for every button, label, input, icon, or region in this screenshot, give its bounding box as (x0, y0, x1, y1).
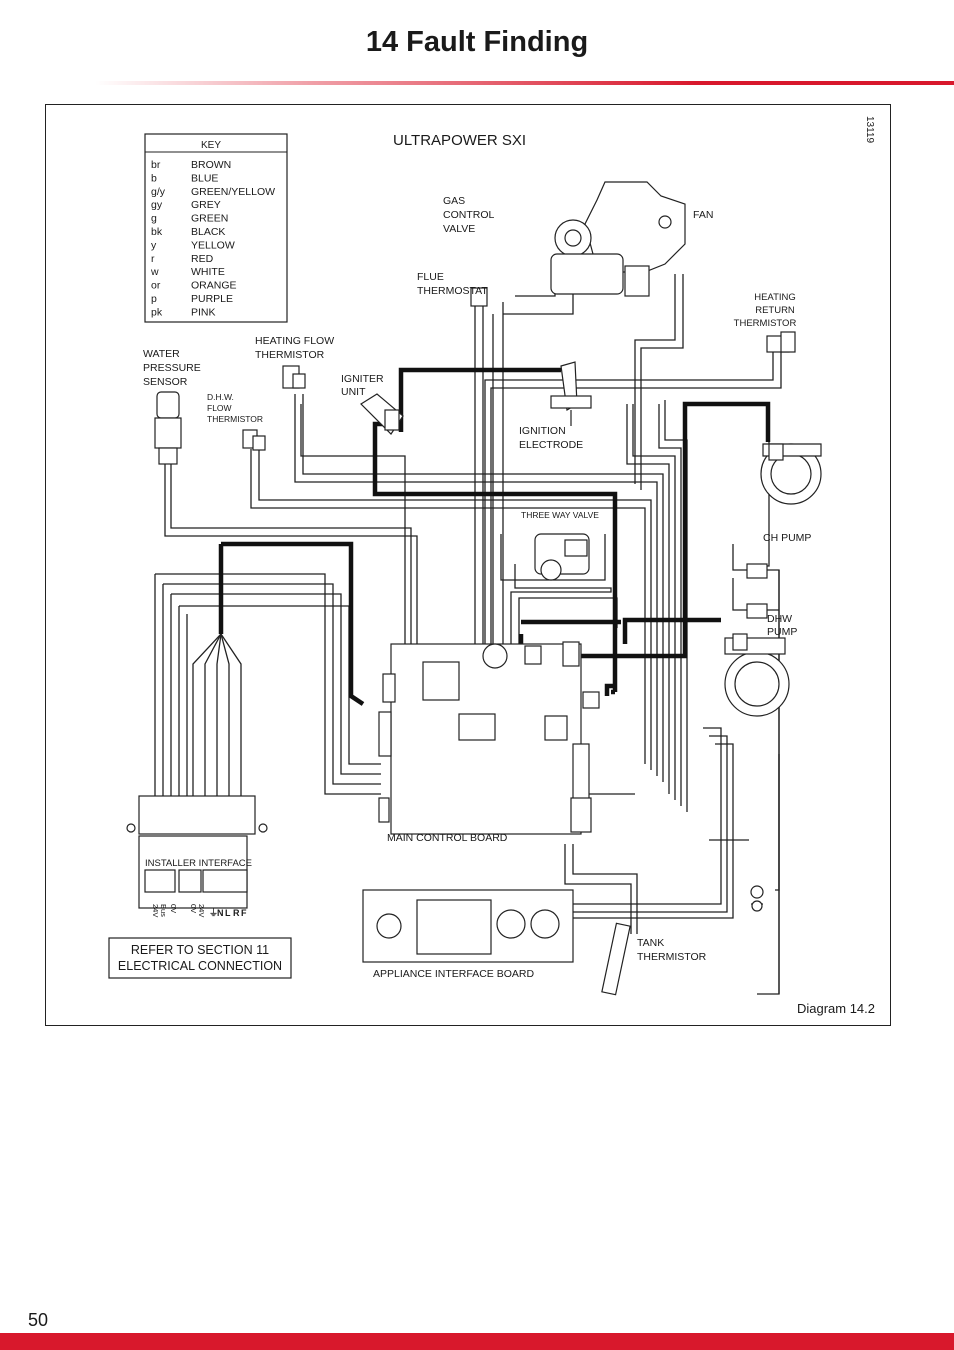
label-dhw-flow-2: THERMISTOR (207, 414, 264, 424)
key-code: g/y (151, 185, 166, 198)
water-pressure-sensor-body (155, 392, 181, 464)
terminal-label: 0V (169, 904, 178, 914)
label-flue-thermostat-0: FLUE (417, 271, 444, 283)
label-fan: FAN (693, 209, 714, 221)
label-appliance-interface-board: APPLIANCE INTERFACE BOARD (373, 968, 535, 980)
refer-box-line-0: REFER TO SECTION 11 (130, 943, 270, 957)
main-control-board (379, 644, 591, 834)
label-igniter-0: IGNITER (341, 373, 384, 385)
tank-thermistor (602, 923, 630, 994)
terminal-label: L (225, 908, 231, 918)
label-heating-return-2: THERMISTOR (733, 318, 797, 329)
label-ignition-electrode-1: ELECTRODE (519, 439, 584, 451)
label-ignition-electrode-0: IGNITION (519, 425, 566, 437)
interface-bus-fanout (193, 634, 241, 804)
key-color-name: PURPLE (191, 293, 234, 305)
label-three-way-valve: THREE WAY VALVE (521, 510, 599, 520)
label-heating-flow-0: HEATING FLOW (255, 335, 335, 347)
terminal-label: F (241, 908, 247, 918)
label-gas-control-valve-2: VALVE (443, 223, 476, 235)
diagram-heading: ULTRAPOWER SXI (393, 132, 527, 149)
label-flue-thermostat-1: THERMOSTAT (417, 285, 488, 297)
label-gas-control-valve-1: CONTROL (443, 209, 495, 221)
three-way-valve-body (535, 534, 589, 580)
key-code: g (151, 212, 157, 225)
key-code: y (151, 239, 157, 252)
label-ch-pump: CH PUMP (763, 532, 812, 544)
key-code: w (151, 266, 159, 279)
footer-bar (0, 1333, 954, 1350)
ch-pump-body (761, 444, 821, 504)
key-color-name: BLACK (191, 226, 226, 238)
key-color-name: PINK (191, 306, 216, 319)
dhw-pump-body (725, 634, 789, 716)
key-title: KEY (200, 140, 222, 151)
key-code: br (151, 159, 161, 171)
terminal-label: 24V (197, 904, 206, 918)
terminal-label: 0V (189, 904, 198, 914)
key-color-name: YELLOW (191, 239, 235, 252)
terminal-label: 24V (151, 904, 160, 918)
key-box (145, 134, 287, 322)
key-code: p (151, 293, 157, 305)
key-code: bk (151, 226, 163, 238)
terminal-label: R (233, 908, 240, 918)
heating-return-thermistor (767, 332, 795, 352)
fan-gas-valve-assembly (551, 182, 685, 296)
diagram-ref-number: 13119 (864, 116, 875, 144)
label-heating-flow-1: THERMISTOR (255, 349, 325, 361)
key-code: b (151, 172, 157, 185)
key-color-name: GREEN (191, 212, 229, 225)
title-rule (95, 81, 954, 85)
label-water-pressure-2: SENSOR (143, 376, 188, 388)
key-color-name: BROWN (191, 159, 232, 171)
key-color-name: ORANGE (191, 279, 237, 292)
label-dhw-pump-1: PUMP (767, 626, 798, 638)
label-water-pressure-1: PRESSURE (143, 362, 201, 374)
label-tank-thermistor-1: THERMISTOR (637, 951, 707, 963)
label-installer-interface: INSTALLER INTERFACE (145, 858, 252, 869)
earth-point (751, 886, 763, 911)
key-code: gy (151, 199, 163, 212)
page-number: 50 (28, 1310, 49, 1330)
heating-flow-thermistor (283, 366, 305, 388)
label-water-pressure-0: WATER (143, 348, 180, 360)
installer-interface (127, 796, 267, 908)
appliance-interface-board (363, 890, 573, 962)
dhw-flow-thermistor (243, 430, 265, 450)
label-main-control-board: MAIN CONTROL BOARD (387, 832, 508, 844)
page-title: 14 Fault Finding (365, 26, 589, 58)
terminal-label: N (217, 908, 224, 918)
key-color-name: BLUE (191, 172, 219, 185)
terminal-label: ⏚ (209, 908, 219, 918)
label-gas-control-valve-0: GAS (443, 195, 466, 207)
terminal-label: Bus (159, 904, 168, 917)
label-dhw-flow-1: FLOW (207, 403, 232, 413)
key-code: pk (151, 306, 163, 319)
igniter-unit (361, 394, 403, 434)
label-igniter-1: UNIT (341, 386, 366, 398)
key-code: r (151, 252, 155, 265)
key-color-name: WHITE (191, 266, 225, 279)
label-dhw-pump-0: DHW (767, 613, 793, 625)
wiring-diagram (45, 104, 891, 1026)
label-heating-return-1: RETURN (755, 305, 795, 316)
key-color-name: GREEN/YELLOW (191, 185, 276, 198)
refer-box-line-1: ELECTRICAL CONNECTION (117, 959, 283, 973)
key-code: or (151, 279, 161, 292)
label-heating-return-0: HEATING (754, 292, 796, 303)
label-tank-thermistor-0: TANK (637, 937, 665, 949)
pump-earth-connectors (747, 564, 767, 618)
key-color-name: RED (191, 252, 214, 265)
key-color-name: GREY (191, 199, 221, 212)
label-dhw-flow-0: D.H.W. (207, 392, 234, 402)
diagram-caption: Diagram 14.2 (796, 1001, 875, 1016)
